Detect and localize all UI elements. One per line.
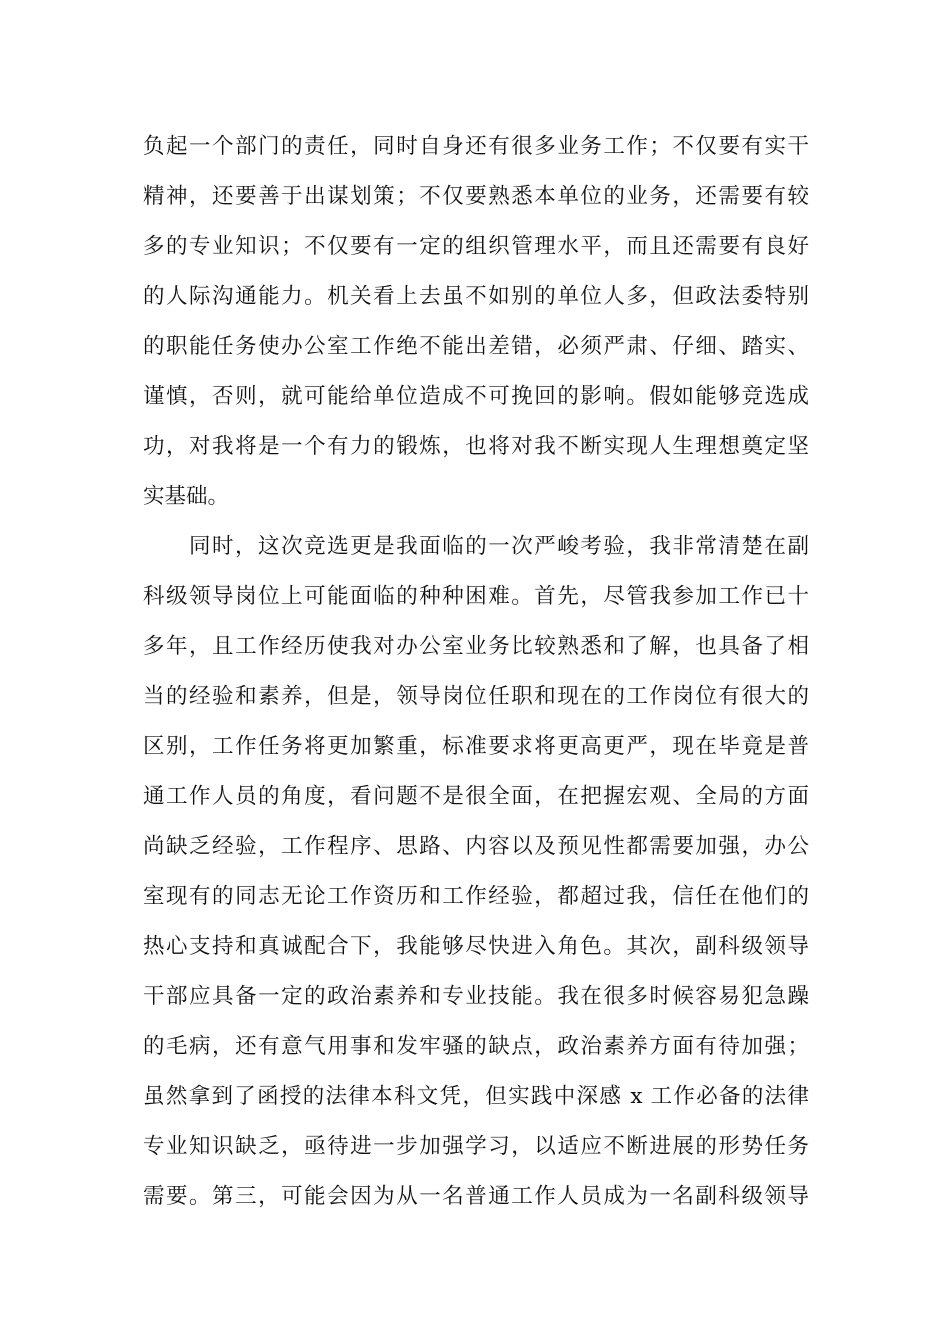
text-line: 专业知识缺乏，亟待进一步加强学习，以适应不断进展的形势任务 (143, 1134, 809, 1159)
text-line: 干部应具备一定的政治素养和专业技能。我在很多时候容易犯急躁 (143, 984, 809, 1009)
text-line: 的毛病，还有意气用事和发牢骚的缺点，政治素养方面有待加强； (143, 1034, 809, 1059)
text-line: 功，对我将是一个有力的锻炼，也将对我不断实现人生理想奠定坚 (143, 434, 809, 459)
text-line: 多的专业知识；不仅要有一定的组织管理水平，而且还需要有良好 (143, 234, 809, 259)
text-line: 虽然拿到了函授的法律本科文凭，但实践中深感 x 工作必备的法律 (143, 1084, 809, 1109)
text-line: 通工作人员的角度，看问题不是很全面，在把握宏观、全局的方面 (143, 784, 809, 809)
text-line: 精神，还要善于出谋划策；不仅要熟悉本单位的业务，还需要有较 (143, 184, 809, 209)
text-line: 区别，工作任务将更加繁重，标准要求将更高更严，现在毕竟是普 (143, 734, 809, 759)
text-line: 热心支持和真诚配合下，我能够尽快进入角色。其次，副科级领导 (143, 934, 809, 959)
paragraph (143, 531, 809, 1231)
text-line: 当的经验和素养，但是，领导岗位任职和现在的工作岗位有很大的 (143, 684, 809, 709)
text-line: 需要。第三，可能会因为从一名普通工作人员成为一名副科级领导 (143, 1184, 809, 1209)
text-line: 的人际沟通能力。机关看上去虽不如别的单位人多，但政法委特别 (143, 284, 809, 309)
text-line: 负起一个部门的责任，同时自身还有很多业务工作；不仅要有实干 (143, 134, 809, 159)
text-line: 尚缺乏经验，工作程序、思路、内容以及预见性都需要加强，办公 (143, 834, 809, 859)
text-line: 科级领导岗位上可能面临的种种困难。首先，尽管我参加工作已十 (143, 584, 809, 609)
paragraph (143, 131, 809, 531)
text-line: 同时，这次竞选更是我面临的一次严峻考验，我非常清楚在副 (189, 534, 809, 559)
body-text (143, 131, 809, 1231)
text-line: 室现有的同志无论工作资历和工作经验，都超过我，信任在他们的 (143, 884, 809, 909)
text-line: 的职能任务使办公室工作绝不能出差错，必须严肃、仔细、踏实、 (143, 334, 809, 359)
text-line: 谨慎，否则，就可能给单位造成不可挽回的影响。假如能够竞选成 (143, 384, 809, 409)
text-line: 实基础。 (143, 484, 230, 509)
text-line: 多年，且工作经历使我对办公室业务比较熟悉和了解，也具备了相 (143, 634, 809, 659)
